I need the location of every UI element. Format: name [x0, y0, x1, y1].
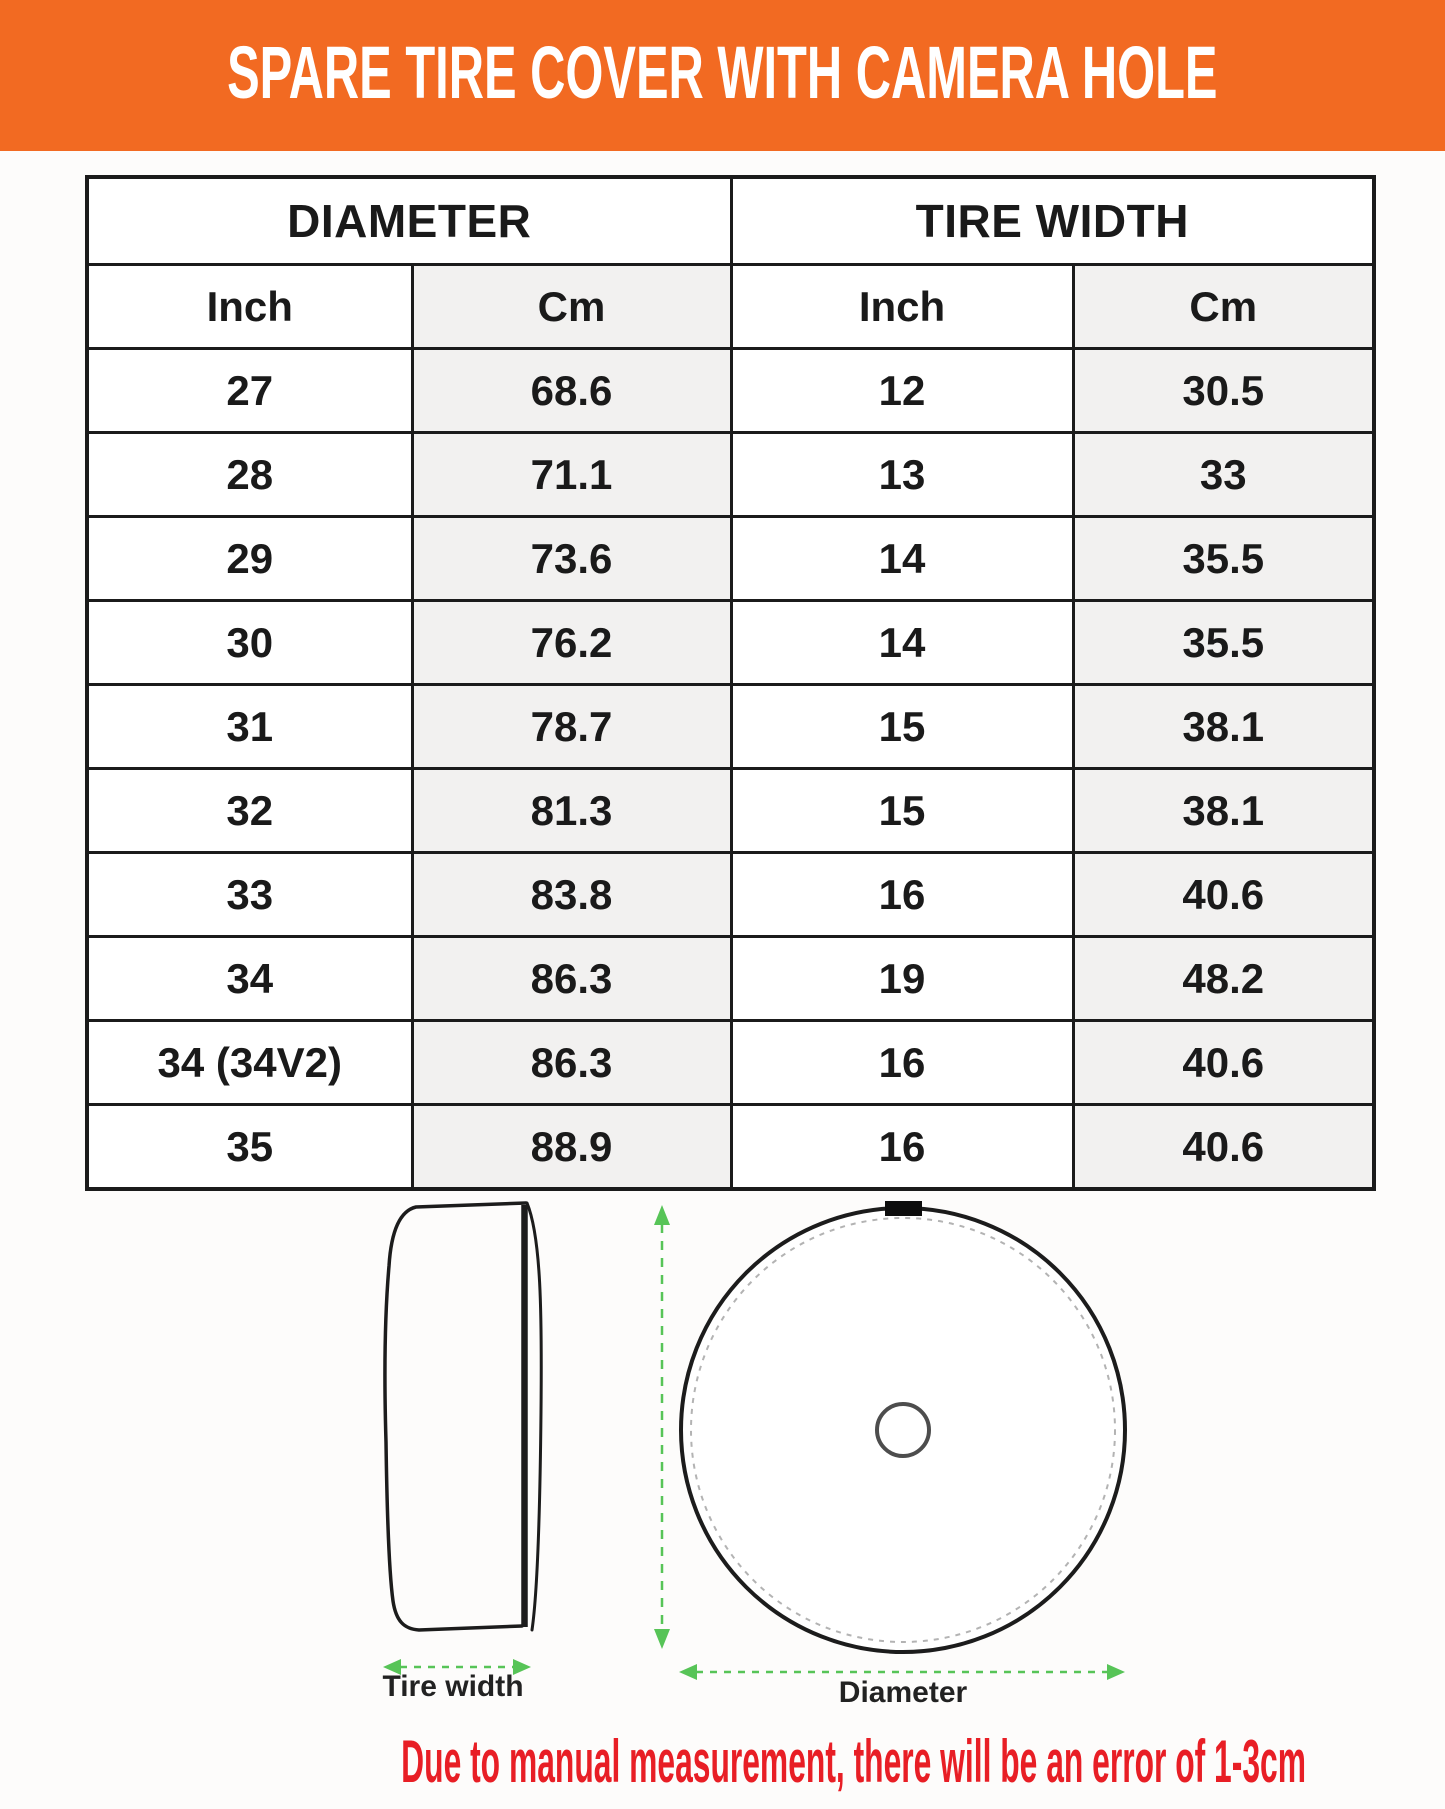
table-row: [87, 349, 1374, 433]
width-inch-cell: 12: [731, 349, 1073, 433]
width-inch-cell: 16: [731, 1021, 1073, 1105]
width-inch-cell: 14: [731, 517, 1073, 601]
width-inch-header: Inch: [731, 265, 1073, 349]
width-cm-cell: 30.5: [1073, 349, 1374, 433]
diameter-cm-cell: 76.2: [412, 601, 731, 685]
header-banner: [0, 0, 1445, 151]
width-inch-cell: 13: [731, 433, 1073, 517]
diameter-inch-cell: 33: [87, 853, 412, 937]
diameter-cm-header: Cm: [412, 265, 731, 349]
diameter-inch-cell: 34: [87, 937, 412, 1021]
tire-diagram: [250, 1180, 1250, 1720]
table-row: [87, 1021, 1374, 1105]
diameter-cm-cell: 81.3: [412, 769, 731, 853]
diameter-inch-cell: 35: [87, 1105, 412, 1190]
page-title: SPARE TIRE COVER WITH CAMERA HOLE: [227, 30, 1218, 114]
tire-side-view: [385, 1203, 541, 1630]
vertical-diameter-arrow: [654, 1205, 670, 1649]
column-header-row: [87, 265, 1374, 349]
width-cm-cell: 40.6: [1073, 853, 1374, 937]
diameter-label: Diameter: [838, 1676, 968, 1709]
camera-hole-circle: [877, 1404, 929, 1456]
diameter-cm-cell: 86.3: [412, 937, 731, 1021]
width-cm-header: Cm: [1073, 265, 1374, 349]
diameter-inch-cell: 27: [87, 349, 412, 433]
diameter-inch-cell: 34 (34V2): [87, 1021, 412, 1105]
measurement-note: [0, 1728, 1445, 1795]
diameter-cm-cell: 68.6: [412, 349, 731, 433]
width-cm-cell: 40.6: [1073, 1105, 1374, 1190]
width-inch-cell: 14: [731, 601, 1073, 685]
width-cm-cell: 35.5: [1073, 517, 1374, 601]
width-cm-cell: 38.1: [1073, 769, 1374, 853]
table-row: [87, 1105, 1374, 1190]
diameter-cm-cell: 73.6: [412, 517, 731, 601]
width-cm-cell: 33: [1073, 433, 1374, 517]
tire-width-group-header: TIRE WIDTH: [731, 177, 1374, 265]
table-row: [87, 937, 1374, 1021]
diameter-inch-cell: 29: [87, 517, 412, 601]
diameter-cm-cell: 83.8: [412, 853, 731, 937]
table-row: [87, 853, 1374, 937]
diameter-cm-cell: 88.9: [412, 1105, 731, 1190]
table-row: [87, 433, 1374, 517]
group-header-row: [87, 177, 1374, 265]
tire-front-view: [681, 1201, 1125, 1652]
diameter-cm-cell: 78.7: [412, 685, 731, 769]
width-inch-cell: 16: [731, 853, 1073, 937]
diameter-group-header: DIAMETER: [87, 177, 731, 265]
width-cm-cell: 48.2: [1073, 937, 1374, 1021]
width-cm-cell: 35.5: [1073, 601, 1374, 685]
diameter-cm-cell: 86.3: [412, 1021, 731, 1105]
diameter-inch-cell: 30: [87, 601, 412, 685]
width-cm-cell: 38.1: [1073, 685, 1374, 769]
tire-width-label: Tire width: [382, 1670, 524, 1703]
diameter-cm-cell: 71.1: [412, 433, 731, 517]
diameter-inch-cell: 31: [87, 685, 412, 769]
table-row: [87, 517, 1374, 601]
diameter-inch-cell: 28: [87, 433, 412, 517]
top-marker-rect: [885, 1201, 922, 1216]
diameter-inch-header: Inch: [87, 265, 412, 349]
diameter-inch-cell: 32: [87, 769, 412, 853]
measurement-note-text: Due to manual measurement, there will be an error of 1-3cm: [401, 1728, 1306, 1795]
width-cm-cell: 40.6: [1073, 1021, 1374, 1105]
width-inch-cell: 15: [731, 685, 1073, 769]
size-chart-table: [85, 175, 1376, 1191]
table-row: [87, 769, 1374, 853]
width-inch-cell: 16: [731, 1105, 1073, 1190]
table-row: [87, 601, 1374, 685]
width-inch-cell: 19: [731, 937, 1073, 1021]
width-inch-cell: 15: [731, 769, 1073, 853]
table-row: [87, 685, 1374, 769]
